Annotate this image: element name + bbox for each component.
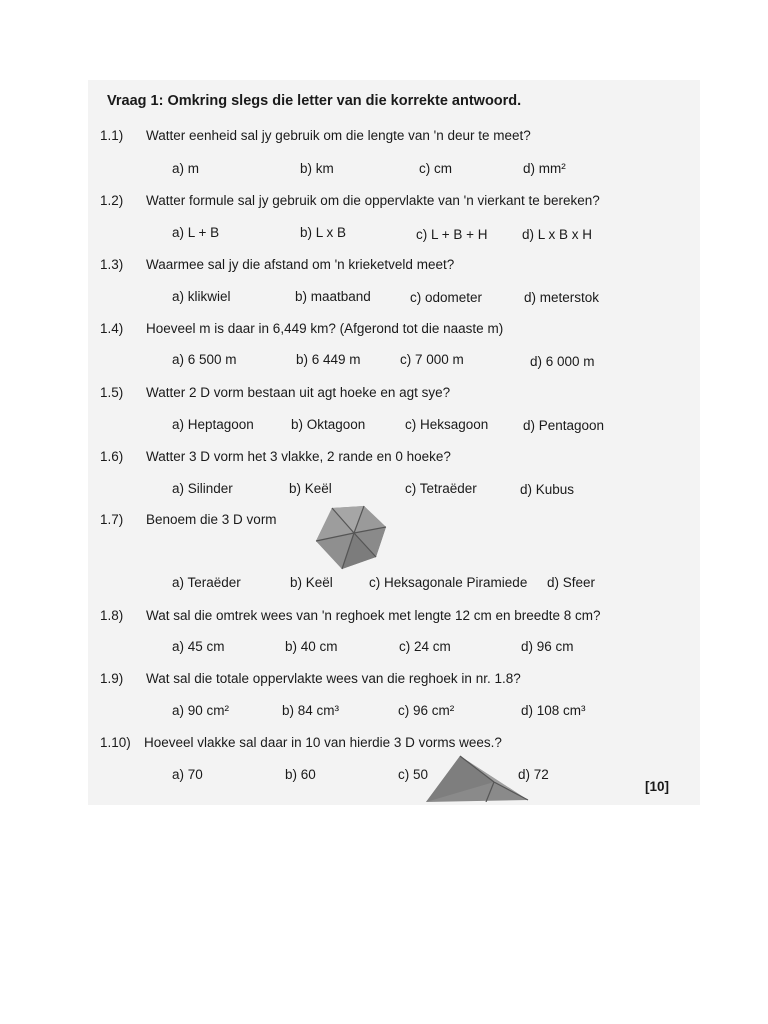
question-text: Watter 2 D vorm bestaan uit agt hoeke en agt sye?: [146, 385, 451, 400]
option-d[interactable]: d) meterstok: [524, 290, 600, 305]
option-c[interactable]: c) L + B + H: [416, 227, 488, 242]
question-number: 1.8): [100, 608, 124, 623]
option-c[interactable]: c) cm: [419, 161, 452, 176]
question-number: 1.5): [100, 385, 124, 400]
option-c[interactable]: c) 24 cm: [399, 639, 451, 654]
question-text: Benoem die 3 D vorm: [146, 512, 277, 527]
scanned-worksheet: [88, 80, 700, 805]
option-a[interactable]: a) L + B: [172, 225, 220, 240]
option-c[interactable]: c) odometer: [410, 290, 483, 305]
question-number: 1.9): [100, 671, 124, 686]
option-c[interactable]: c) 50: [398, 767, 429, 782]
total-marks: [10]: [645, 779, 670, 794]
option-a[interactable]: a) Teraëder: [172, 575, 241, 590]
option-a[interactable]: a) 6 500 m: [172, 352, 237, 367]
option-b[interactable]: b) Keël: [289, 481, 332, 496]
option-b[interactable]: b) Oktagoon: [291, 417, 366, 432]
option-c[interactable]: c) 96 cm²: [398, 703, 455, 718]
question-1-9: [100, 671, 521, 686]
question-1-3: [100, 257, 454, 272]
option-d[interactable]: d) Pentagoon: [523, 418, 605, 433]
hexagonal-pyramid-image: [312, 503, 392, 573]
question-text: Wat sal die omtrek wees van 'n reghoek met lengte 12 cm en breedte 8 cm?: [146, 608, 601, 623]
option-b[interactable]: b) 40 cm: [285, 639, 338, 654]
option-d[interactable]: d) Kubus: [520, 482, 575, 497]
question-text: Hoeveel m is daar in 6,449 km? (Afgerond tot die naaste m): [146, 321, 504, 336]
option-c[interactable]: c) 7 000 m: [400, 352, 464, 367]
option-d[interactable]: d) 96 cm: [521, 639, 574, 654]
question-1-4: [100, 321, 503, 336]
option-d[interactable]: d) 72: [518, 767, 549, 782]
question-number: 1.4): [100, 321, 124, 336]
option-d[interactable]: d) 108 cm³: [521, 703, 586, 718]
question-heading: Vraag 1: Omkring slegs die letter van die korrekte antwoord.: [107, 93, 522, 109]
option-d[interactable]: d) 6 000 m: [530, 354, 595, 369]
question-1-5: [100, 385, 450, 400]
option-a[interactable]: a) klikwiel: [172, 289, 231, 304]
question-number: 1.1): [100, 128, 124, 143]
question-text: Watter eenheid sal jy gebruik om die lengte van 'n deur te meet?: [146, 128, 531, 143]
question-1-2: [100, 193, 600, 208]
option-b[interactable]: b) Keël: [290, 575, 333, 590]
question-text: Hoeveel vlakke sal daar in 10 van hierdie 3 D vorms wees.?: [144, 735, 502, 750]
option-a[interactable]: a) 90 cm²: [172, 703, 230, 718]
option-d[interactable]: d) Sfeer: [547, 575, 596, 590]
option-c[interactable]: c) Heksagonale Piramiede: [369, 575, 528, 590]
pyramid-image: [424, 754, 530, 802]
option-a[interactable]: a) 45 cm: [172, 639, 225, 654]
option-b[interactable]: b) maatband: [295, 289, 371, 304]
option-a[interactable]: a) m: [172, 161, 199, 176]
option-b[interactable]: b) 6 449 m: [296, 352, 361, 367]
question-number: 1.3): [100, 257, 124, 272]
option-b[interactable]: b) km: [300, 161, 334, 176]
question-1-7: [100, 512, 277, 527]
question-text: Waarmee sal jy die afstand om 'n krieketveld meet?: [146, 257, 455, 272]
question-1-10: [100, 735, 502, 750]
option-c[interactable]: c) Tetraëder: [405, 481, 477, 496]
question-number: 1.6): [100, 449, 124, 464]
option-b[interactable]: b) 60: [285, 767, 316, 782]
option-b[interactable]: b) L x B: [300, 225, 347, 240]
option-a[interactable]: a) Heptagoon: [172, 417, 254, 432]
option-c[interactable]: c) Heksagoon: [405, 417, 489, 432]
question-1-1: [100, 128, 531, 143]
option-a[interactable]: a) 70: [172, 767, 203, 782]
question-text: Watter 3 D vorm het 3 vlakke, 2 rande en 0 hoeke?: [146, 449, 451, 464]
question-number: 1.7): [100, 512, 124, 527]
question-text: Watter formule sal jy gebruik om die oppervlakte van 'n vierkant te bereken?: [146, 193, 600, 208]
option-b[interactable]: b) 84 cm³: [282, 703, 340, 718]
question-number: 1.2): [100, 193, 124, 208]
question-1-6: [100, 449, 451, 464]
option-d[interactable]: d) mm²: [523, 161, 566, 176]
question-1-8: [100, 608, 601, 623]
question-text: Wat sal die totale oppervlakte wees van die reghoek in nr. 1.8?: [146, 671, 521, 686]
question-number: 1.10): [100, 735, 131, 750]
option-a[interactable]: a) Silinder: [172, 481, 233, 496]
option-d[interactable]: d) L x B x H: [522, 227, 593, 242]
